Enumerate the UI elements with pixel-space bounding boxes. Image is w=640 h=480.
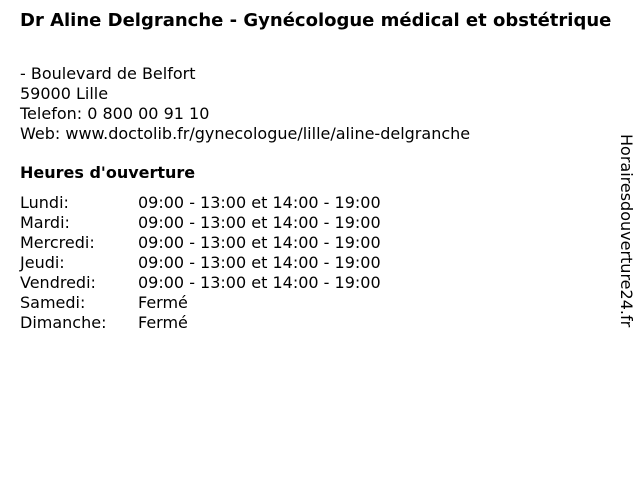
opening-hours-heading: Heures d'ouverture (20, 163, 196, 182)
site-watermark: Horairesdouverture24.fr (617, 134, 636, 328)
hours-row-tuesday (20, 213, 381, 233)
day-hours: Fermé (138, 293, 188, 312)
day-label: Vendredi: (20, 273, 96, 292)
website: Web: www.doctolib.fr/gynecologue/lille/aline-delgranche (20, 124, 471, 143)
day-label: Dimanche: (20, 313, 107, 332)
day-hours: 09:00 - 13:00 et 14:00 - 19:00 (138, 233, 381, 252)
day-hours: 09:00 - 13:00 et 14:00 - 19:00 (138, 213, 381, 232)
day-label: Mercredi: (20, 233, 95, 252)
address-block (20, 64, 470, 144)
hours-row-thursday (20, 253, 381, 273)
city: 59000 Lille (20, 84, 109, 103)
business-title: Dr Aline Delgranche - Gynécologue médical et obstétrique (20, 10, 612, 31)
day-hours: Fermé (138, 313, 188, 332)
day-hours: 09:00 - 13:00 et 14:00 - 19:00 (138, 273, 381, 292)
hours-row-wednesday (20, 233, 381, 253)
day-label: Lundi: (20, 193, 69, 212)
day-hours: 09:00 - 13:00 et 14:00 - 19:00 (138, 193, 381, 212)
phone-number: Telefon: 0 800 00 91 10 (20, 104, 210, 123)
day-label: Jeudi: (20, 253, 65, 272)
day-label: Samedi: (20, 293, 86, 312)
opening-hours-list (20, 193, 381, 333)
hours-row-sunday (20, 313, 381, 333)
day-label: Mardi: (20, 213, 70, 232)
hours-row-saturday (20, 293, 381, 313)
street-address: - Boulevard de Belfort (20, 64, 196, 83)
day-hours: 09:00 - 13:00 et 14:00 - 19:00 (138, 253, 381, 272)
hours-row-monday (20, 193, 381, 213)
hours-row-friday (20, 273, 381, 293)
